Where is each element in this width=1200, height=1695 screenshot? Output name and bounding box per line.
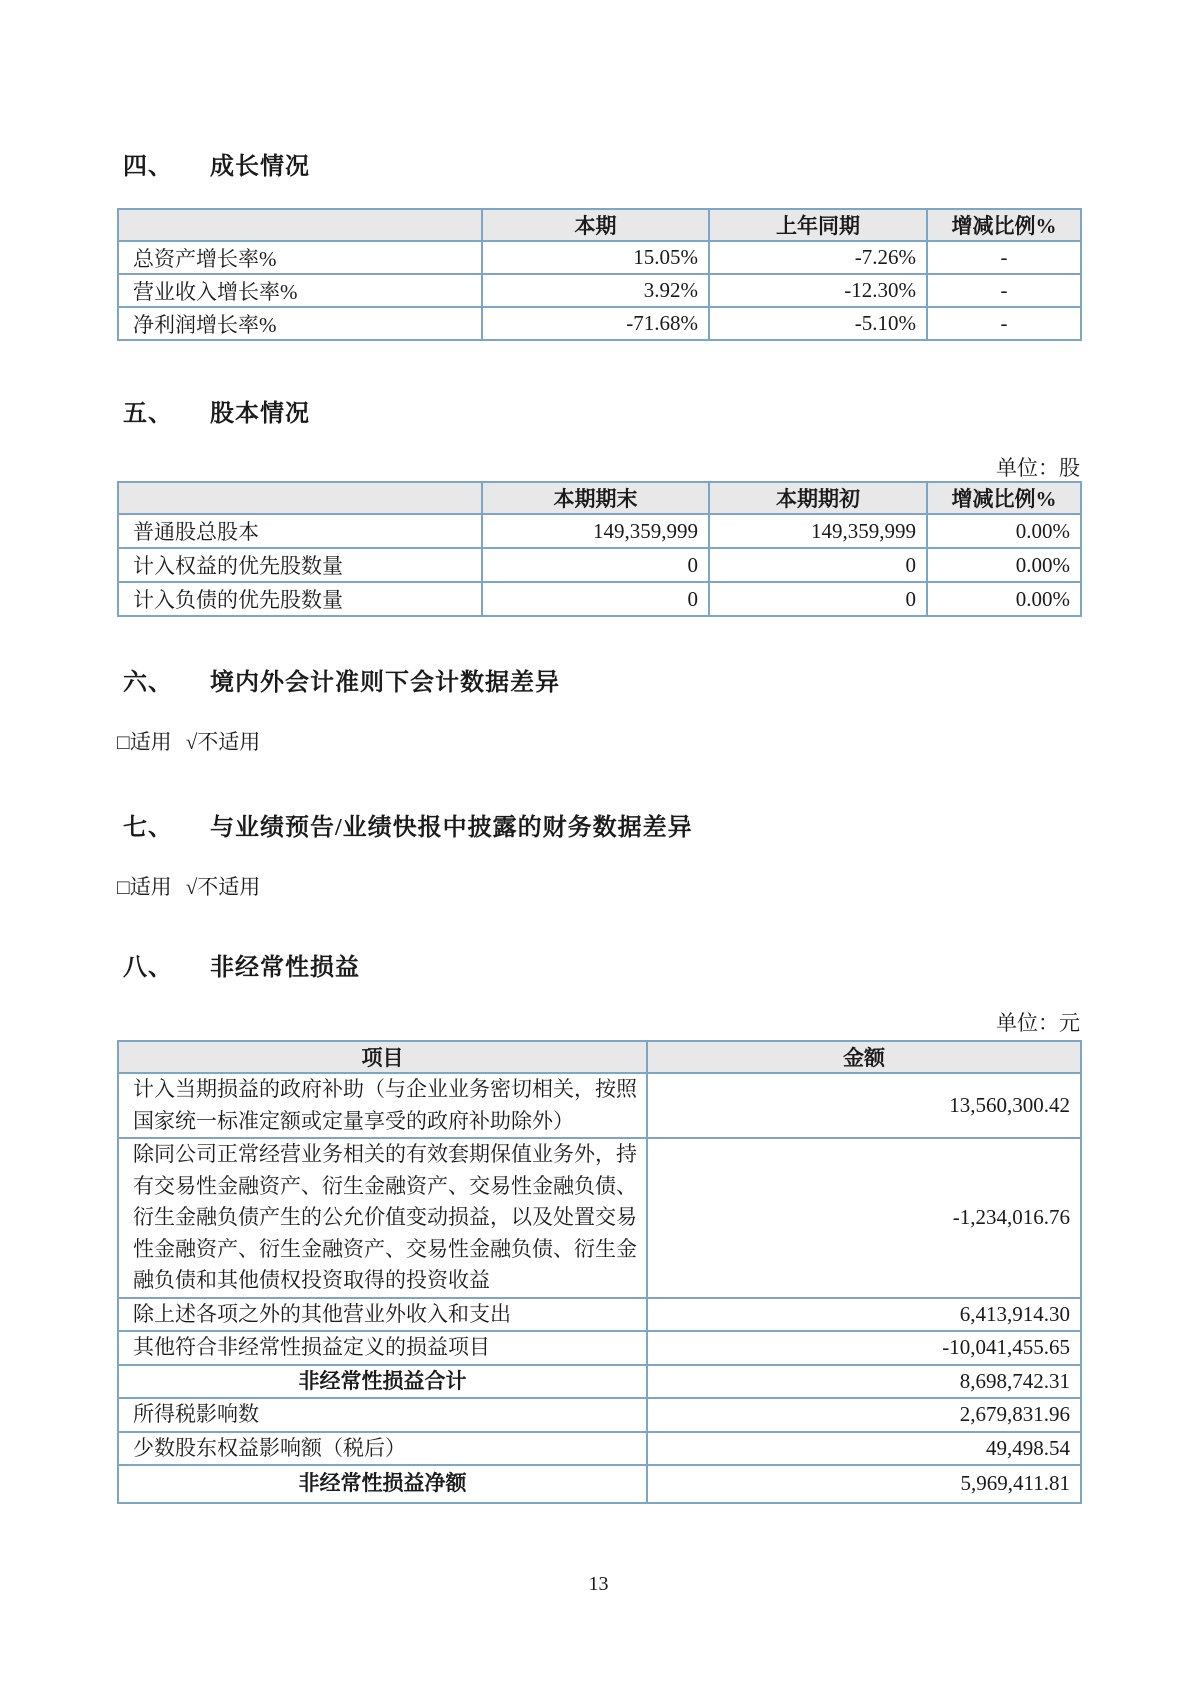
section-4-heading (117, 152, 1080, 183)
column-header: 增减比例% (927, 209, 1081, 241)
column-header: 增减比例% (927, 482, 1081, 514)
cell-value: 15.05% (482, 241, 709, 274)
section-title: 非经常性损益 (210, 955, 360, 981)
table-header-row (118, 482, 1081, 514)
row-label: 少数股东权益影响额（税后） (118, 1432, 647, 1466)
table-row (118, 548, 1081, 582)
non-recurring-items-table (117, 1040, 1082, 1504)
section-number: 六、 (123, 670, 173, 696)
cell-value: -5.10% (709, 307, 927, 340)
table-header-row (118, 209, 1081, 241)
column-header (118, 209, 482, 241)
not-applicable-label: 不适用 (197, 875, 261, 899)
cell-value: -12.30% (709, 274, 927, 307)
table-total-row (118, 1465, 1081, 1503)
cell-value: 8,698,742.31 (647, 1365, 1081, 1399)
row-label: 计入当期损益的政府补助（与企业业务密切相关，按照国家统一标准定额或定量享受的政府补助除外） (118, 1073, 647, 1138)
not-applicable-label: 不适用 (197, 730, 261, 754)
table-row (118, 1298, 1081, 1332)
table-row (118, 274, 1081, 307)
section-number: 八、 (123, 955, 173, 981)
table-total-row (118, 1365, 1081, 1399)
table-row (118, 514, 1081, 548)
row-label: 净利润增长率% (118, 307, 482, 340)
table-row (118, 241, 1081, 274)
cell-value: -71.68% (482, 307, 709, 340)
row-label: 非经常性损益净额 (118, 1465, 647, 1503)
section-number: 七、 (123, 815, 173, 841)
table-row (118, 1432, 1081, 1466)
row-label: 其他符合非经常性损益定义的损益项目 (118, 1331, 647, 1365)
cell-value: 5,969,411.81 (647, 1465, 1081, 1503)
column-header: 上年同期 (709, 209, 927, 241)
section-title: 成长情况 (210, 154, 310, 180)
column-header: 本期期末 (482, 482, 709, 514)
share-capital-table (117, 481, 1082, 617)
cell-value: 0.00% (927, 582, 1081, 616)
section-8-heading (117, 953, 1080, 984)
table-row (118, 1138, 1081, 1298)
checkbox-unchecked-icon: □ (117, 730, 130, 754)
row-label: 总资产增长率% (118, 241, 482, 274)
section-number: 五、 (123, 401, 173, 427)
column-header: 项目 (118, 1041, 647, 1073)
applicability-line (117, 728, 1080, 756)
applicability-line (117, 873, 1080, 901)
row-label: 所得税影响数 (118, 1398, 647, 1432)
column-header: 金额 (647, 1041, 1081, 1073)
cell-value: 6,413,914.30 (647, 1298, 1081, 1332)
table-row (118, 1331, 1081, 1365)
column-header (118, 482, 482, 514)
growth-table (117, 208, 1082, 341)
cell-value: 0 (482, 548, 709, 582)
cell-value: 0.00% (927, 548, 1081, 582)
cell-value: -7.26% (709, 241, 927, 274)
cell-value: 0 (709, 548, 927, 582)
table-header-row (118, 1041, 1081, 1073)
checkbox-unchecked-icon: □ (117, 875, 130, 899)
table-row (118, 1398, 1081, 1432)
cell-value: 2,679,831.96 (647, 1398, 1081, 1432)
cell-value: 149,359,999 (482, 514, 709, 548)
row-label: 除上述各项之外的其他营业外收入和支出 (118, 1298, 647, 1332)
checkmark-icon: √ (185, 875, 198, 899)
row-label: 非经常性损益合计 (118, 1365, 647, 1399)
row-label: 普通股总股本 (118, 514, 482, 548)
row-label: 计入权益的优先股数量 (118, 548, 482, 582)
section-title: 与业绩预告/业绩快报中披露的财务数据差异 (210, 815, 693, 841)
row-label: 营业收入增长率% (118, 274, 482, 307)
section-5-heading (117, 399, 1080, 430)
unit-label: 单位：股 (996, 456, 1080, 480)
row-label: 除同公司正常经营业务相关的有效套期保值业务外，持有交易性金融资产、衍生金融资产、交易性金融负债、衍生金融负债产生的公允价值变动损益，以及处置交易性金融资产、衍生金融资产、交易性金融负债、衍生金融负债和其他债权投资取得的投资收益 (118, 1138, 647, 1298)
section-title: 股本情况 (210, 401, 310, 427)
table-row (118, 307, 1081, 340)
cell-value: 13,560,300.42 (647, 1073, 1081, 1138)
table-row (118, 1073, 1081, 1138)
page-number: 13 (588, 1573, 609, 1595)
cell-value: - (927, 307, 1081, 340)
cell-value: -10,041,455.65 (647, 1331, 1081, 1365)
section-title: 境内外会计准则下会计数据差异 (210, 670, 560, 696)
row-label: 计入负债的优先股数量 (118, 582, 482, 616)
cell-value: 0.00% (927, 514, 1081, 548)
cell-value: 49,498.54 (647, 1432, 1081, 1466)
applicable-label: 适用 (129, 875, 172, 899)
section-number: 四、 (123, 154, 173, 180)
cell-value: 0 (709, 582, 927, 616)
column-header: 本期 (482, 209, 709, 241)
cell-value: -1,234,016.76 (647, 1138, 1081, 1298)
section-7-heading (117, 813, 1080, 844)
cell-value: 3.92% (482, 274, 709, 307)
cell-value: - (927, 241, 1081, 274)
checkmark-icon: √ (185, 730, 198, 754)
column-header: 本期期初 (709, 482, 927, 514)
table-row (118, 582, 1081, 616)
unit-label: 单位：元 (996, 1011, 1080, 1035)
cell-value: 0 (482, 582, 709, 616)
applicable-label: 适用 (129, 730, 172, 754)
section-6-heading (117, 668, 1080, 699)
cell-value: 149,359,999 (709, 514, 927, 548)
cell-value: - (927, 274, 1081, 307)
